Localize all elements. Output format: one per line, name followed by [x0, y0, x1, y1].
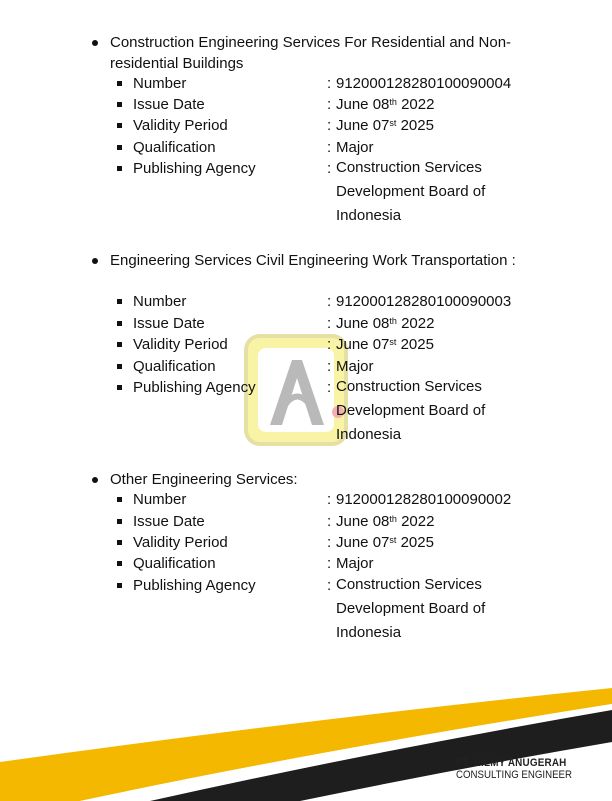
square-bullet-icon: [117, 166, 122, 171]
validity-value: June 07st 2025: [336, 117, 434, 134]
qualification-row: [0, 356, 612, 377]
qualification-value: Major: [336, 139, 374, 156]
validity-value: June 07st 2025: [336, 534, 434, 551]
validity-label: Validity Period: [133, 336, 228, 353]
issue-date-value: June 08th 2022: [336, 513, 435, 530]
colon: :: [327, 293, 332, 310]
issue-date-label: Issue Date: [133, 513, 205, 530]
number-row: [0, 489, 612, 510]
number-label: Number: [133, 491, 187, 508]
square-bullet-icon: [117, 583, 122, 588]
square-bullet-icon: [117, 561, 122, 566]
validity-label: Validity Period: [133, 117, 228, 134]
qualification-label: Qualification: [133, 358, 216, 375]
colon: :: [327, 577, 332, 594]
validity-value: June 07st 2025: [336, 336, 434, 353]
bullet-icon: [92, 258, 98, 264]
square-bullet-icon: [117, 299, 122, 304]
qualification-value: Major: [336, 555, 374, 572]
agency-label: Publishing Agency: [133, 160, 256, 177]
validity-row: [0, 334, 612, 355]
bullet-icon: [92, 40, 98, 46]
square-bullet-icon: [117, 342, 122, 347]
colon: :: [327, 379, 332, 396]
agency-row: [0, 158, 612, 224]
issue-date-value: June 08th 2022: [336, 315, 435, 332]
square-bullet-icon: [117, 102, 122, 107]
square-bullet-icon: [117, 540, 122, 545]
bullet-icon: [92, 477, 98, 483]
company-footer-text: [456, 757, 588, 781]
issue-date-value: June 08th 2022: [336, 96, 435, 113]
company-subtitle: CONSULTING ENGINEER: [456, 769, 573, 781]
number-value: 912000128280100090004: [336, 75, 512, 92]
square-bullet-icon: [117, 321, 122, 326]
colon: :: [327, 75, 332, 92]
validity-label: Validity Period: [133, 534, 228, 551]
section-title: Other Engineering Services:: [110, 471, 298, 488]
colon: :: [327, 555, 332, 572]
agency-row: [0, 575, 612, 641]
agency-label: Publishing Agency: [133, 379, 256, 396]
number-label: Number: [133, 293, 187, 310]
validity-row: [0, 532, 612, 553]
footer-swoosh: [0, 680, 612, 801]
section-title: Construction Engineering Services For Residential and Non-residential Buildings: [110, 34, 512, 72]
qualification-row: [0, 553, 612, 574]
square-bullet-icon: [117, 497, 122, 502]
issue-date-label: Issue Date: [133, 96, 205, 113]
number-value: 912000128280100090003: [336, 293, 512, 310]
qualification-label: Qualification: [133, 555, 216, 572]
company-name: PT. HILMY ANUGERAH: [456, 757, 567, 769]
number-label: Number: [133, 75, 187, 92]
qualification-row: [0, 137, 612, 158]
issue-date-row: [0, 313, 612, 334]
issue-date-label: Issue Date: [133, 315, 205, 332]
colon: :: [327, 315, 332, 332]
agency-value: Construction Services Development Board of Indonesia: [336, 378, 486, 443]
number-row: [0, 73, 612, 94]
issue-date-row: [0, 94, 612, 115]
square-bullet-icon: [117, 385, 122, 390]
section-title: Engineering Services Civil Engineering Work Transportation :: [110, 252, 516, 269]
number-value: 912000128280100090002: [336, 491, 512, 508]
square-bullet-icon: [117, 364, 122, 369]
colon: :: [327, 513, 332, 530]
agency-row: [0, 377, 612, 443]
validity-row: [0, 115, 612, 136]
colon: :: [327, 358, 332, 375]
qualification-value: Major: [336, 358, 374, 375]
colon: :: [327, 491, 332, 508]
agency-value: Construction Services Development Board of Indonesia: [336, 576, 486, 641]
square-bullet-icon: [117, 519, 122, 524]
colon: :: [327, 139, 332, 156]
colon: :: [327, 336, 332, 353]
colon: :: [327, 534, 332, 551]
issue-date-row: [0, 511, 612, 532]
colon: :: [327, 117, 332, 134]
colon: :: [327, 96, 332, 113]
square-bullet-icon: [117, 123, 122, 128]
agency-value: Construction Services Development Board of Indonesia: [336, 159, 486, 224]
colon: :: [327, 160, 332, 177]
square-bullet-icon: [117, 145, 122, 150]
agency-label: Publishing Agency: [133, 577, 256, 594]
qualification-label: Qualification: [133, 139, 216, 156]
number-row: [0, 291, 612, 312]
square-bullet-icon: [117, 81, 122, 86]
